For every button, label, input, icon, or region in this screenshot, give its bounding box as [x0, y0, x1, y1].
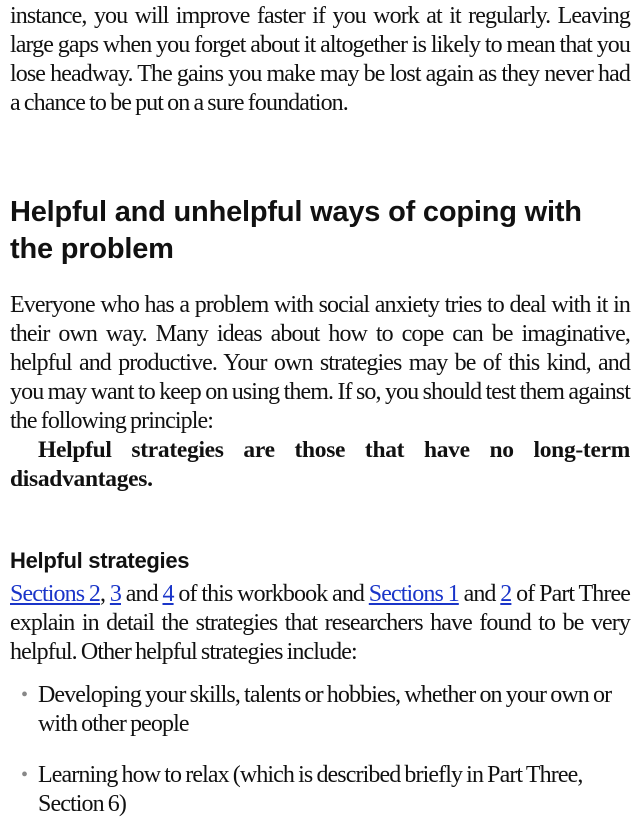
list-item	[10, 681, 630, 739]
ref-text-2: of Part Three explain in detail the strategies that researchers have found to be very helpful. Other helpful strategies include:	[10, 581, 630, 665]
link-section-4[interactable]: 4	[162, 581, 174, 607]
list-item	[10, 761, 630, 819]
paragraph-coping-text: Everyone who has a problem with social anxiety tries to deal with it in their own way. Many ideas about how to cope can be imaginative, helpful and productive. Your own strategies may be of this kind, and you may want to keep on using them. If so, you should test them against the following principle:	[10, 292, 630, 434]
paragraph-coping	[10, 291, 630, 436]
link-section-2[interactable]: 2	[500, 581, 512, 607]
link-section-3[interactable]: 3	[109, 581, 121, 607]
list-item-text: Learning how to relax (which is described briefly in Part Three, Section 6)	[38, 762, 583, 817]
paragraph-intro: instance, you will improve faster if you work at it regularly. Leaving large gaps when you forget about it altogether is likely to mean that you lose headway. The gains you make may be lost again as they never had a chance to be put on a sure foundation.	[10, 3, 630, 116]
bullet-icon: •	[21, 764, 28, 786]
paragraph-references	[10, 580, 630, 667]
ref-and-2: and	[458, 581, 501, 607]
link-sections-2[interactable]: Sections 2	[10, 581, 100, 607]
section-heading: Helpful and unhelpful ways of coping with the problem	[10, 196, 582, 265]
ref-and: and	[120, 581, 163, 607]
ref-text: of this workbook and	[173, 581, 369, 607]
subsection-heading: Helpful strategies	[10, 548, 190, 573]
bullet-icon: •	[21, 684, 28, 706]
list-item-text: Developing your skills, talents or hobbies, whether on your own or with other people	[38, 682, 612, 737]
link-sections-1[interactable]: Sections 1	[368, 581, 459, 607]
strategies-list	[10, 681, 630, 819]
ref-separator: ,	[100, 581, 110, 607]
document-page	[10, 0, 630, 819]
principle-statement: Helpful strategies are those that have no long-term disadvantages.	[10, 437, 630, 492]
